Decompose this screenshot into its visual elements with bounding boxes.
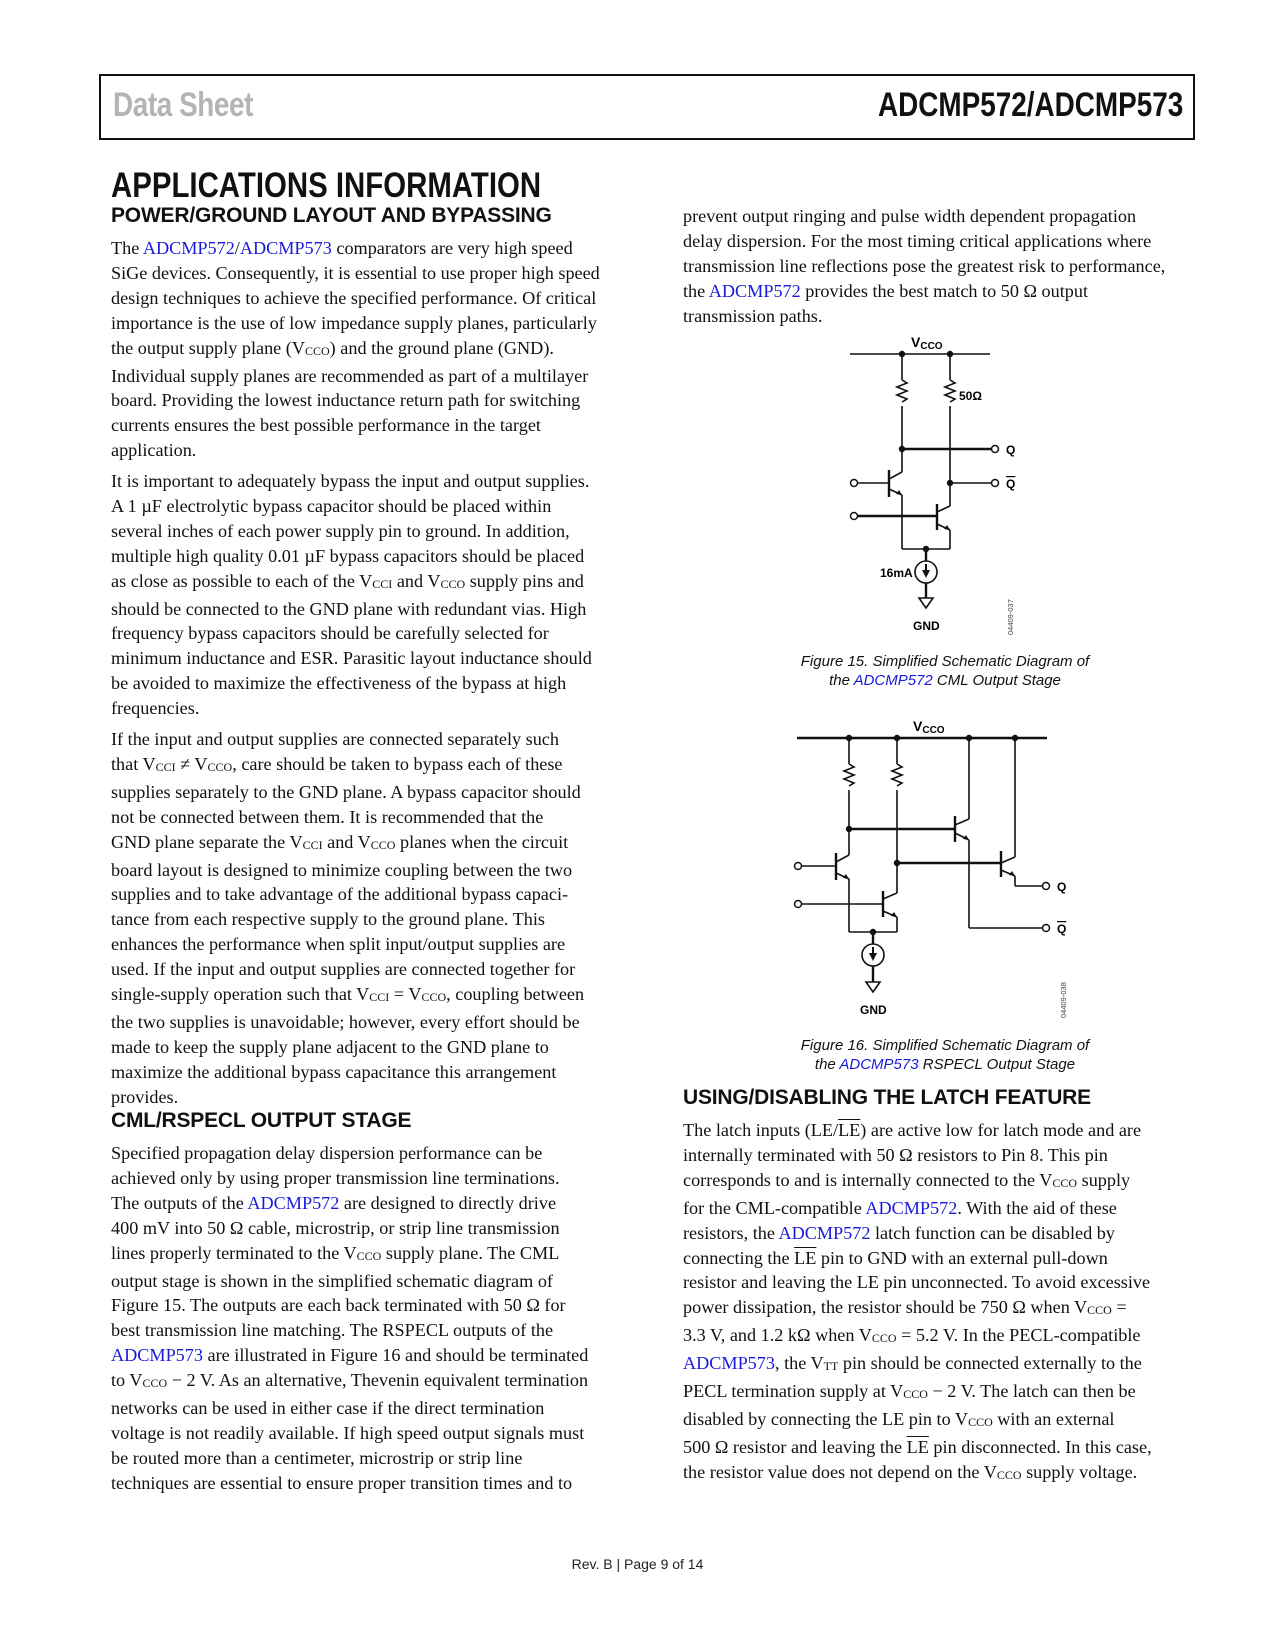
text-line: If the input and output supplies are connected separately such: [111, 729, 559, 749]
overline-signal: $\overline{LE}$: [794, 1247, 817, 1268]
text-line: ADCMP573, the VTT pin should be connected externally to the: [683, 1353, 1142, 1374]
text-line: A 1 µF electrolytic bypass capacitor should be placed within: [111, 495, 552, 516]
page-header: [99, 74, 1195, 140]
subscript: CCO: [356, 1248, 382, 1263]
text-line: board. Providing the lowest inductance return path for switching: [111, 390, 581, 411]
text-line: frequency bypass capacitors should be carefully selected for: [111, 623, 549, 644]
text-line: The outputs of the ADCMP572 are designed to directly drive: [111, 1192, 557, 1213]
subscript: CCO: [370, 837, 396, 852]
text-line: Individual supply planes are recommended as part of a multilayer: [111, 365, 589, 386]
text-line: board layout is designed to minimize coupling between the two: [111, 859, 573, 880]
text-line: It is important to adequately bypass the input and output supplies.: [111, 471, 590, 491]
text-line: supplies and to take advantage of the additional bypass capaci-: [111, 884, 569, 905]
text-line: not be connected between them. It is recommended that the: [111, 806, 544, 827]
page-title: APPLICATIONS INFORMATION: [111, 166, 542, 205]
text-line: disabled by connecting the LE pin to VCCO with an external: [683, 1408, 1115, 1429]
subscript: TT: [823, 1359, 839, 1374]
page-footer: Rev. B | Page 9 of 14: [571, 1556, 704, 1572]
product-link[interactable]: ADCMP573: [239, 238, 332, 258]
text-line: made to keep the supply plane adjacent to the GND plane to: [111, 1036, 549, 1057]
text-line: multiple high quality 0.01 µF bypass capacitors should be placed: [111, 545, 585, 566]
fig15-gnd-label: GND: [913, 619, 940, 633]
fig16-caption-link[interactable]: ADCMP573: [839, 1056, 919, 1073]
text-line: SiGe devices. Consequently, it is essential to use proper high speed: [111, 262, 600, 283]
text-line: design techniques to achieve the specified performance. Of critical: [111, 287, 597, 308]
header-doc-type: Data Sheet: [113, 86, 254, 124]
fig15-qbar-label: Q: [1006, 477, 1016, 491]
fig15-vcco-label: VCCO: [911, 334, 943, 352]
text-line: the output supply plane (VCCO) and the ground plane (GND).: [111, 337, 554, 358]
heading-power-ground: POWER/GROUND LAYOUT AND BYPASSING: [111, 204, 552, 227]
subscript: CCI: [155, 759, 176, 774]
product-link[interactable]: ADCMP572: [247, 1192, 340, 1213]
subscript: CCO: [1087, 1303, 1112, 1318]
text-line: provides.: [111, 1086, 179, 1107]
text-line: importance is the use of low impedance supply planes, particularly: [111, 312, 597, 333]
text-line: networks can be used in either case if the direct termination: [111, 1398, 545, 1419]
text-line: the ADCMP572 provides the best match to 50 Ω output: [683, 280, 1089, 301]
figure-16-caption: Figure 16. Simplified Schematic Diagram of the ADCMP573 RSPECL Output Stage: [800, 1037, 1090, 1073]
text-line: the two supplies is unavoidable; however, every effort should be: [111, 1011, 580, 1032]
paragraph-power-2: [111, 469, 592, 721]
text-line: enhances the performance when split input/output supplies are: [111, 934, 566, 955]
figure-15-schematic: [840, 332, 1060, 642]
text-line: as close as possible to each of the VCCI and VCCO supply pins and: [111, 570, 584, 591]
text-line: delay dispersion. For the most timing critical applications where: [683, 230, 1152, 251]
text-line: 3.3 V, and 1.2 kΩ when VCCO = 5.2 V. In the PECL-compatible: [683, 1325, 1141, 1346]
text-line: power dissipation, the resistor should be 750 Ω when VCCO =: [683, 1297, 1127, 1318]
fig16-vcco-label: VCCO: [913, 718, 945, 736]
subscript: CCI: [369, 990, 390, 1005]
text-line: for the CML-compatible ADCMP572. With the aid of these: [683, 1197, 1117, 1218]
subscript: CCO: [871, 1331, 897, 1346]
text-line: that VCCI ≠ VCCO, care should be taken to bypass each of these: [111, 753, 563, 774]
text-line: minimum inductance and ESR. Parasitic layout inductance should: [111, 648, 592, 669]
text-line: corresponds to and is internally connected to the VCCO supply: [683, 1169, 1131, 1190]
text-line: to VCCO − 2 V. As an alternative, Thevenin equivalent termination: [111, 1370, 589, 1391]
paragraph-power-3: [111, 727, 584, 1110]
fig16-q-label: Q: [1057, 880, 1067, 894]
fig16-id: 04409-038: [1059, 982, 1068, 1018]
subscript: CCO: [440, 576, 466, 591]
subscript: CCO: [304, 343, 330, 358]
text-line: voltage is not readily available. If high speed output signals must: [111, 1422, 585, 1443]
text-line: connecting the $\overline{LE}$ pin to GND with an external pull-down: [683, 1247, 1108, 1268]
subscript: CCO: [142, 1376, 168, 1391]
text-line: should be connected to the GND plane with redundant vias. High: [111, 598, 587, 619]
text-line: supplies separately to the GND plane. A bypass capacitor should: [111, 781, 581, 802]
text-line: frequencies.: [111, 698, 200, 719]
text-line: best transmission line matching. The RSPECL outputs of the: [111, 1320, 554, 1341]
text-line: Specified propagation delay dispersion performance can be: [111, 1143, 543, 1163]
subscript: CCO: [996, 1467, 1022, 1482]
figure-15-caption: Figure 15. Simplified Schematic Diagram of the ADCMP572 CML Output Stage: [800, 653, 1090, 689]
text-line: techniques are essential to ensure proper transition times and to: [111, 1472, 573, 1493]
text-line: resistor and leaving the LE pin unconnected. To avoid excessive: [683, 1272, 1151, 1293]
text-line: PECL termination supply at VCCO − 2 V. The latch can then be: [683, 1381, 1136, 1402]
text-line: ADCMP573 are illustrated in Figure 16 and should be terminated: [111, 1345, 589, 1366]
paragraph-cml-1: [111, 1141, 588, 1496]
fig16-gnd-label: GND: [860, 1003, 887, 1017]
fig15-current-label: 16mA: [880, 566, 913, 580]
header-part-number: ADCMP572/ADCMP573: [877, 86, 1183, 124]
text-line: application.: [111, 440, 197, 461]
fig16-qbar-label: Q: [1057, 922, 1067, 936]
text-line: be avoided to maximize the effectiveness of the bypass at high: [111, 673, 567, 694]
text-line: be routed more than a centimeter, microstrip or strip line: [111, 1447, 523, 1468]
text-line: the resistor value does not depend on the VCCO supply voltage.: [683, 1461, 1138, 1482]
text-line: tance from each respective supply to the ground plane. This: [111, 909, 546, 930]
text-line: internally terminated with 50 Ω resistors to Pin 8. This pin: [683, 1144, 1108, 1165]
text-line: lines properly terminated to the VCCO supply plane. The CML: [111, 1242, 560, 1263]
paragraph-cml-continued: [683, 204, 1165, 329]
text-line: maximize the additional bypass capacitance this arrangement: [111, 1061, 557, 1082]
text-line: GND plane separate the VCCI and VCCO planes when the circuit: [111, 831, 569, 852]
text-line: 500 Ω resistor and leaving the $\overline{LE}$ pin disconnected. In this case,: [683, 1436, 1152, 1457]
heading-cml-rspecl: CML/RSPECL OUTPUT STAGE: [111, 1109, 412, 1132]
fig15-resistor-label: 50Ω: [959, 389, 982, 403]
subscript: CCO: [207, 759, 233, 774]
text-line: prevent output ringing and pulse width dependent propagation: [683, 206, 1137, 226]
subscript: CCI: [302, 837, 323, 852]
text-line: output stage is shown in the simplified schematic diagram of: [111, 1270, 553, 1291]
overline-signal: $\overline{LE}$: [906, 1436, 929, 1457]
text-line: 400 mV into 50 Ω cable, microstrip, or strip line transmission: [111, 1217, 560, 1238]
figure-16-schematic: [785, 712, 1085, 1022]
text-line: Figure 15. The outputs are each back terminated with 50 Ω for: [111, 1295, 566, 1316]
text-line: The latch inputs $(LE/\overline{LE})$ are active low for latch mode and are: [683, 1120, 1142, 1140]
text-line: used. If the input and output supplies are connected together for: [111, 959, 576, 980]
text-line: several inches of each power supply pin to ground. In addition,: [111, 520, 570, 541]
fig15-caption-link[interactable]: ADCMP572: [853, 672, 933, 689]
product-link[interactable]: ADCMP572: [778, 1222, 871, 1243]
subscript: CCO: [1052, 1175, 1078, 1190]
text-line: transmission line reflections pose the greatest risk to performance,: [683, 255, 1166, 276]
product-link[interactable]: ADCMP572: [865, 1197, 958, 1218]
subscript: CCI: [372, 576, 393, 591]
paragraph-power-1: [111, 236, 600, 463]
fig15-q-label: Q: [1006, 443, 1016, 457]
text-line: single-supply operation such that VCCI = VCCO, coupling between: [111, 984, 585, 1005]
text-line: The ADCMP572/ADCMP573 comparators are very high speed: [111, 238, 573, 258]
heading-latch-feature: USING/DISABLING THE LATCH FEATURE: [683, 1086, 1091, 1109]
text-line: currents ensures the best possible performance in the target: [111, 415, 541, 436]
text-line: achieved only by using proper transmission line terminations.: [111, 1167, 560, 1188]
product-link[interactable]: ADCMP572: [708, 280, 801, 301]
fig15-id: 04409-037: [1006, 599, 1015, 635]
product-link[interactable]: ADCMP573: [111, 1345, 203, 1366]
text-line: resistors, the ADCMP572 latch function can be disabled by: [683, 1222, 1115, 1243]
paragraph-latch-1: [683, 1118, 1152, 1488]
subscript: CCO: [421, 990, 447, 1005]
subscript: CCO: [903, 1387, 928, 1402]
product-link[interactable]: ADCMP572: [142, 238, 235, 258]
overline-signal: $\overline{LE}$: [838, 1120, 861, 1140]
text-line: transmission paths.: [683, 305, 823, 326]
subscript: CCO: [968, 1414, 993, 1429]
product-link[interactable]: ADCMP573: [683, 1353, 775, 1374]
